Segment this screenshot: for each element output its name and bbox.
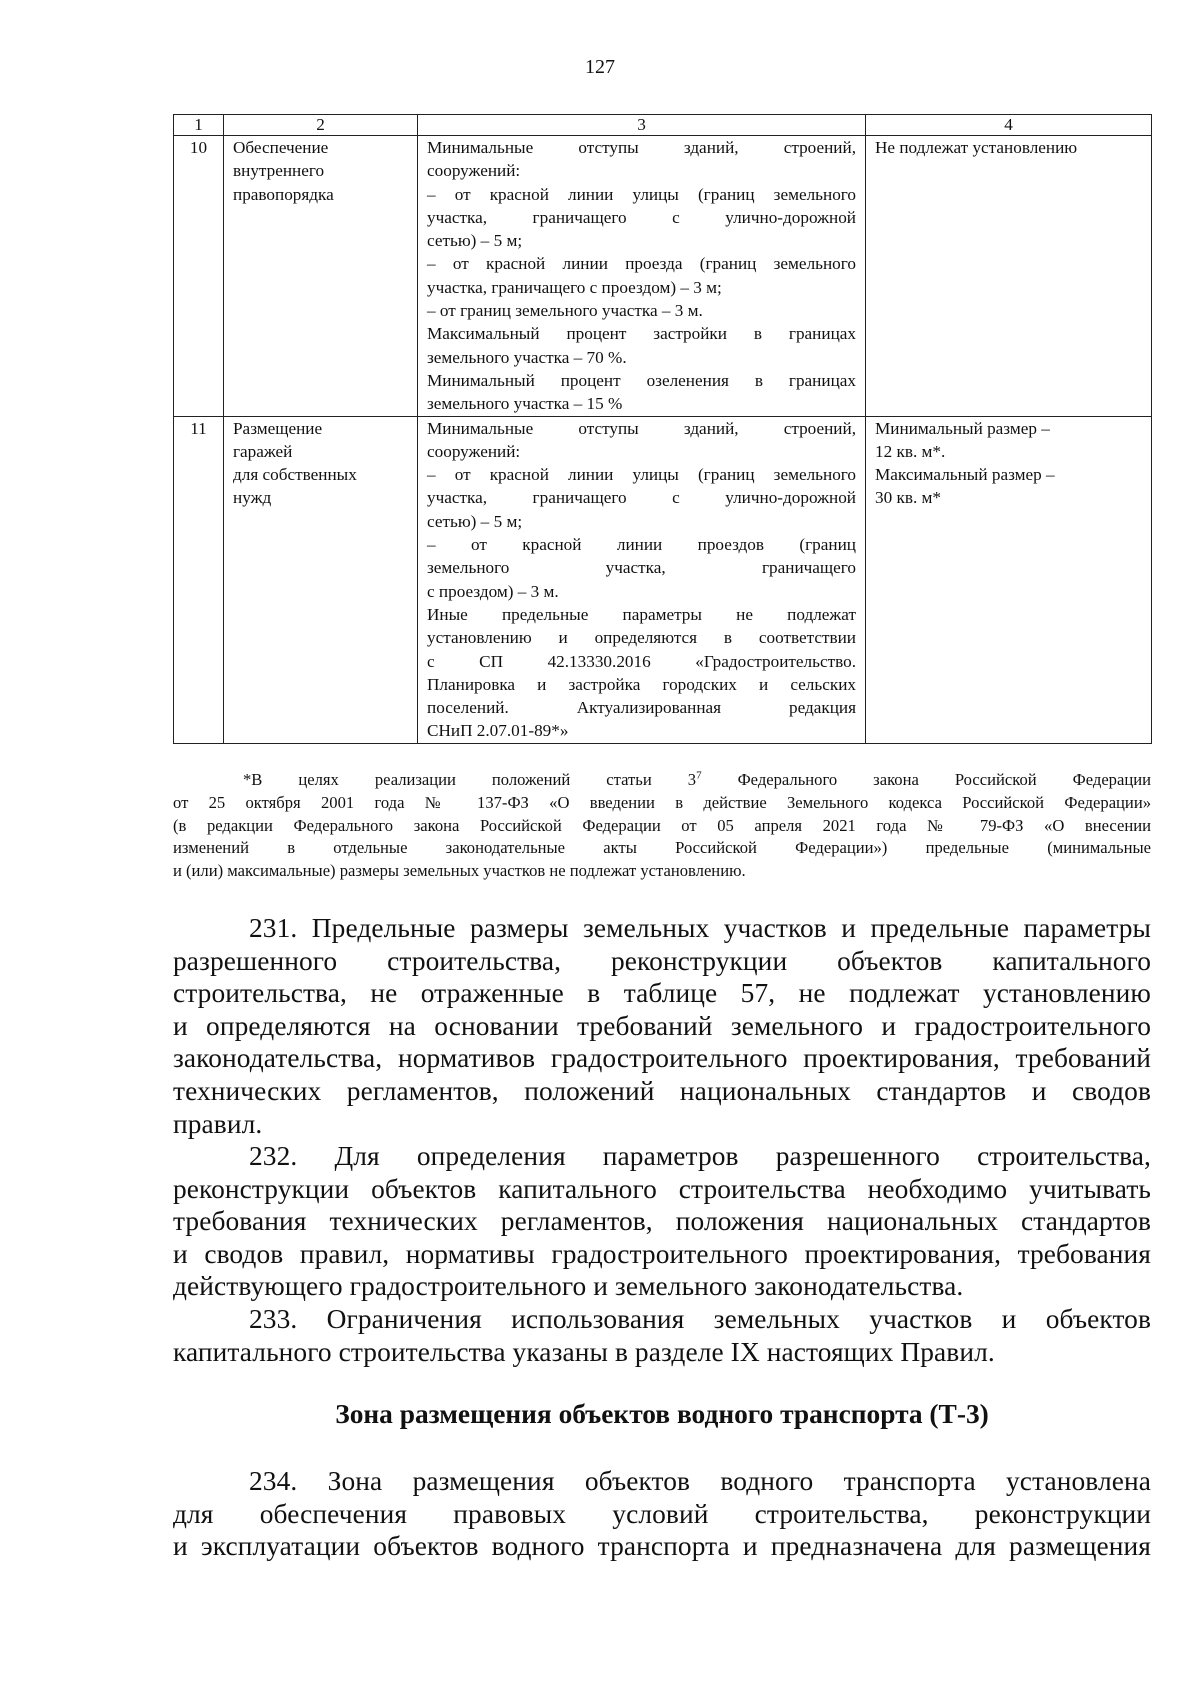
paragraph-233 — [173, 1303, 1151, 1368]
parameters-line: участка, граничащего с улично-дорожной — [427, 488, 856, 508]
parameters-line: установлению и определяются в соответствии — [427, 628, 856, 648]
plot-size-cell — [866, 136, 1152, 417]
paragraph-line: 233. Ограничения использования земельных участков и объектов — [249, 1304, 1151, 1334]
parameters-line: сетью) – 5 м; — [427, 231, 523, 251]
footnote-text: Федерального закона Российской Федерации — [701, 770, 1151, 789]
parameters-line: сетью) – 5 м; — [427, 511, 523, 531]
parameters-line: – от красной линии улицы (границ земельного — [427, 184, 856, 204]
paragraph-line: реконструкции объектов капитального строительства необходимо учитывать — [173, 1173, 1151, 1204]
footnote-line: (в редакции Федерального закона Российской Федерации от 05 апреля 2021 года № 79-ФЗ «О внесении — [173, 815, 1151, 835]
row-number: 11 — [174, 416, 224, 743]
plot-size-line: 12 кв. м*. — [875, 441, 946, 461]
paragraph-234 — [173, 1465, 1151, 1563]
paragraph-line: 232. Для определения параметров разрешенного строительства, — [249, 1141, 1151, 1171]
parameters-line: с СП 42.13330.2016 «Градостроительство. — [427, 651, 856, 671]
plot-size-cell — [866, 416, 1152, 743]
paragraph-line: 234. Зона размещения объектов водного транспорта установлена — [249, 1466, 1151, 1496]
paragraph-line: правил. — [173, 1108, 263, 1139]
parameters-line: земельного участка – 70 %. — [427, 347, 627, 367]
plot-size-line: Минимальный размер – — [875, 418, 1050, 438]
parameters-line: Минимальные отступы зданий, строений, — [427, 418, 856, 438]
row-number: 10 — [174, 136, 224, 417]
parameters-line: земельного участка – 15 % — [427, 394, 623, 414]
footnote-line: изменений в отдельные законодательные акты Российской Федерации») предельные (минимальные — [173, 838, 1151, 858]
use-type-line: Размещение — [233, 418, 323, 438]
paragraph-line: действующего градостроительного и земельного законодательства. — [173, 1271, 964, 1302]
paragraph-line: требования технических регламентов, положения национальных стандартов — [173, 1206, 1151, 1237]
parameters-line: земельного участка, граничащего — [427, 558, 856, 578]
paragraph-line: 231. Предельные размеры земельных участков и предельные параметры — [249, 913, 1151, 943]
parameters-line: сооружений: — [427, 161, 521, 181]
paragraph-line: и сводов правил, нормативы градостроительного проектирования, требования — [173, 1238, 1151, 1269]
use-type-line: внутреннего — [233, 161, 325, 181]
zone-parameters-table — [173, 114, 1152, 744]
footnote-line: и (или) максимальные) размеры земельных участков не подлежат установлению. — [173, 861, 746, 881]
parameters-line: СНиП 2.07.01-89*» — [427, 721, 569, 741]
table-row — [174, 136, 1152, 417]
table-header-cell: 3 — [418, 115, 866, 136]
parameters-line: Минимальные отступы зданий, строений, — [427, 138, 856, 157]
table-header-cell: 1 — [174, 115, 224, 136]
paragraph-231 — [173, 912, 1151, 1140]
page-number: 127 — [585, 56, 615, 78]
parameters-line: – от красной линии проезда (границ земельного — [427, 254, 856, 274]
paragraph-line: для обеспечения правовых условий строительства, реконструкции — [173, 1498, 1151, 1529]
section-title: Зона размещения объектов водного транспорта (Т-3) — [335, 1399, 989, 1429]
table-header-cell: 2 — [224, 115, 418, 136]
table-row — [174, 416, 1152, 743]
parameters-line: участка, граничащего с улично-дорожной — [427, 207, 856, 227]
footnote-superscript: 7 — [696, 769, 702, 782]
parameters-line: участка, граничащего с проездом) – 3 м; — [427, 277, 722, 297]
use-type-cell — [224, 136, 418, 417]
table-header-cell: 4 — [866, 115, 1152, 136]
paragraph-line: и определяются на основании требований земельного и градостроительного — [173, 1010, 1151, 1041]
paragraph-line: и эксплуатации объектов водного транспорта и предназначена для размещения — [173, 1531, 1151, 1562]
use-type-line: правопорядка — [233, 184, 334, 204]
paragraph-line: строительства, не отраженные в таблице 57, не подлежат установлению — [173, 978, 1151, 1009]
parameters-line: сооружений: — [427, 441, 521, 461]
parameters-line: – от границ земельного участка – 3 м. — [427, 301, 703, 321]
plot-size-line: 30 кв. м* — [875, 488, 942, 508]
table-header-row — [174, 115, 1152, 136]
parameters-line: Иные предельные параметры не подлежат — [427, 604, 856, 624]
plot-size-line: Максимальный размер – — [875, 465, 1055, 485]
paragraph-232 — [173, 1140, 1151, 1303]
use-type-cell — [224, 416, 418, 743]
parameters-line: с проездом) – 3 м. — [427, 581, 559, 601]
parameters-line: поселений. Актуализированная редакция — [427, 698, 856, 718]
parameters-line: Максимальный процент застройки в границах — [427, 324, 856, 344]
table-footnote — [173, 769, 1151, 883]
parameters-line: – от красной линии проездов (границ — [427, 535, 856, 555]
use-type-line: для собственных — [233, 465, 357, 485]
paragraph-line: разрешенного строительства, реконструкции объектов капитального — [173, 945, 1151, 976]
footnote-text: *В целях реализации положений статьи 3 — [243, 770, 697, 789]
use-type-line: нужд — [233, 488, 272, 508]
use-type-line: Обеспечение — [233, 138, 329, 157]
footnote-line: от 25 октября 2001 года № 137-ФЗ «О введении в действие Земельного кодекса Российской Федерации» — [173, 792, 1151, 812]
parameters-line: – от красной линии улицы (границ земельного — [427, 465, 856, 485]
plot-size-line: Не подлежат установлению — [875, 138, 1078, 157]
paragraph-line: законодательства, нормативов градостроительного проектирования, требований — [173, 1043, 1151, 1074]
parameters-cell — [418, 416, 866, 743]
use-type-line: гаражей — [233, 441, 293, 461]
footnote-line — [173, 769, 1151, 792]
parameters-line: Планировка и застройка городских и сельских — [427, 674, 856, 694]
parameters-line: Минимальный процент озеленения в границах — [427, 370, 856, 390]
parameters-cell — [418, 136, 866, 417]
paragraph-line: капитального строительства указаны в разделе IX настоящих Правил. — [173, 1336, 995, 1367]
paragraph-line: технических регламентов, положений национальных стандартов и сводов — [173, 1075, 1151, 1106]
